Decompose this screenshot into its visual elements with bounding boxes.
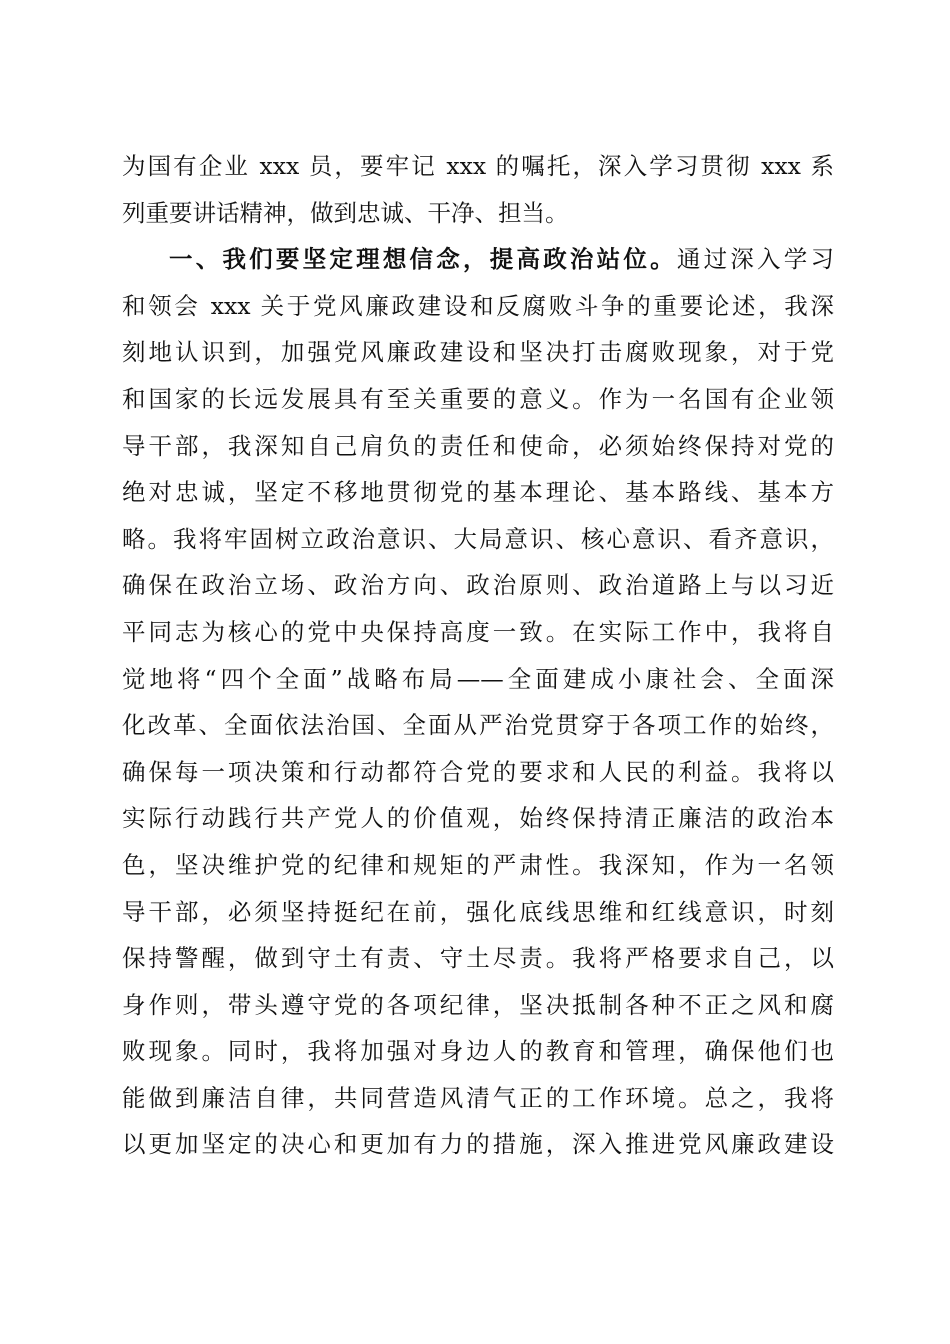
text-line: 略。我将牢固树立政治意识、大局意识、核心意识、看齐意识， [122, 524, 834, 553]
document-body [122, 143, 834, 1168]
text-line: 确保在政治立场、政治方向、政治原则、政治道路上与以习近 [122, 571, 834, 600]
text-line: 觉地将“四个全面”战略布局——全面建成小康社会、全面深 [122, 664, 834, 693]
text-line: 能做到廉洁自律，共同营造风清气正的工作环境。总之，我将 [122, 1083, 834, 1112]
section-heading: 一、我们要坚定理想信念，提高政治站位。 [169, 245, 677, 274]
text-line: 为国有企业 xxx 员，要牢记 xxx 的嘱托，深入学习贯彻 xxx 系 [122, 152, 834, 180]
text-line: 刻地认识到，加强党风廉政建设和坚决打击腐败现象，对于党 [122, 338, 834, 367]
text-line: 导干部，必须坚持挺纪在前，强化底线思维和红线意识，时刻 [122, 897, 834, 926]
text-line: 身作则，带头遵守党的各项纪律，坚决抵制各种不正之风和腐 [122, 990, 834, 1019]
text-line: 以更加坚定的决心和更加有力的措施，深入推进党风廉政建设 [122, 1130, 834, 1159]
text-line: 确保每一项决策和行动都符合党的要求和人民的利益。我将以 [122, 757, 834, 786]
text-line: 导干部，我深知自己肩负的责任和使命，必须始终保持对党的 [122, 431, 834, 460]
text-line: 败现象。同时，我将加强对身边人的教育和管理，确保他们也 [122, 1037, 834, 1066]
text-line: 平同志为核心的党中央保持高度一致。在实际工作中，我将自 [122, 617, 834, 646]
text-line: 色，坚决维护党的纪律和规矩的严肃性。我深知，作为一名领 [122, 850, 834, 879]
text-line: 列重要讲话精神，做到忠诚、干净、担当。 [122, 198, 569, 227]
text-line [122, 236, 834, 283]
text-line: 绝对忠诚，坚定不移地贯彻党的基本理论、基本路线、基本方 [122, 478, 834, 507]
text-line: 实际行动践行共产党人的价值观，始终保持清正廉洁的政治本 [122, 804, 834, 833]
text-line: 和领会 xxx 关于党风廉政建设和反腐败斗争的重要论述，我深 [122, 291, 834, 320]
paragraph-intro [122, 143, 834, 236]
text-line: 保持警醒，做到守土有责、守土尽责。我将严格要求自己，以 [122, 944, 834, 973]
text-line: 和国家的长远发展具有至关重要的意义。作为一名国有企业领 [122, 384, 834, 413]
text-span: 通过深入学习 [676, 245, 835, 274]
paragraph-section-one [122, 236, 834, 1168]
text-line: 化改革、全面依法治国、全面从严治党贯穿于各项工作的始终， [122, 711, 834, 740]
